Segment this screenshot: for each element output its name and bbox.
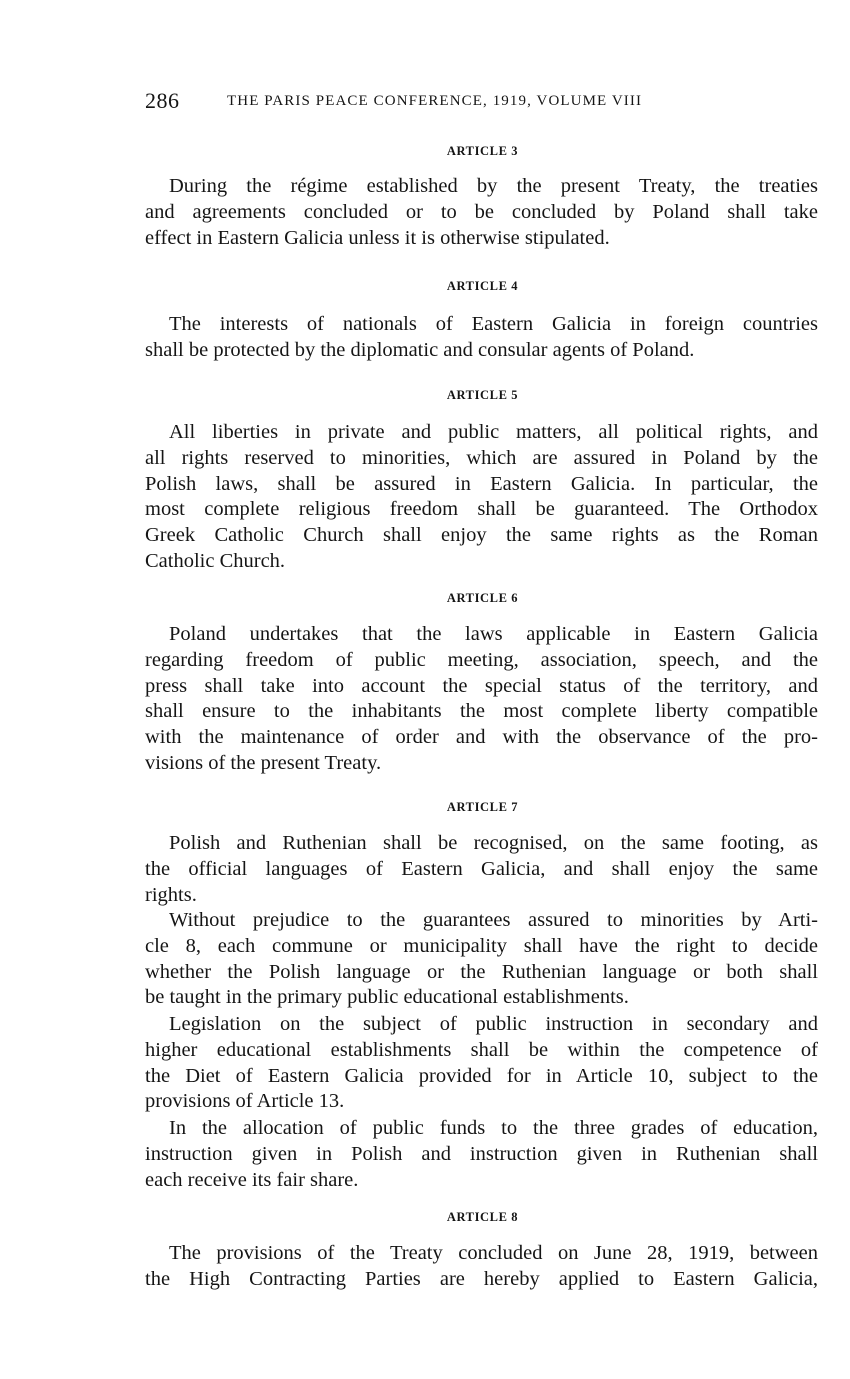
text-line: press shall take into account the special status of the territory, and [145, 674, 818, 697]
text-line: rights. [145, 883, 197, 906]
text-line: instruction given in Polish and instruction given in Ruthenian shall [145, 1142, 818, 1165]
text-line: Without prejudice to the guarantees assured to minorities by Arti- [169, 909, 818, 931]
text-line: Poland undertakes that the laws applicable in Eastern Galicia [169, 623, 818, 645]
page-number: 286 [145, 88, 180, 113]
text-line: the official languages of Eastern Galicia, and shall enjoy the same [145, 857, 818, 880]
text-line: the High Contracting Parties are hereby applied to Eastern Galicia, [145, 1267, 818, 1290]
article-8-paragraph-1 [145, 1241, 818, 1293]
text-line: All liberties in private and public matters, all political rights, and [169, 421, 818, 443]
article-8-heading: ARTICLE 8 [446, 1210, 519, 1224]
text-line: effect in Eastern Galicia unless it is otherwise stipulated. [145, 226, 610, 249]
running-title: THE PARIS PEACE CONFERENCE, 1919, VOLUME VIII [227, 93, 643, 109]
text-line: visions of the present Treaty. [145, 751, 382, 774]
text-line: During the régime established by the present Treaty, the treaties [169, 175, 818, 197]
text-line: whether the Polish language or the Ruthenian language or both shall [145, 960, 818, 983]
text-line: The interests of nationals of Eastern Galicia in foreign countries [169, 313, 818, 335]
article-4-paragraph-1 [145, 312, 818, 364]
text-line: Polish laws, shall be assured in Eastern Galicia. In particular, the [145, 472, 818, 495]
text-line: all rights reserved to minorities, which are assured in Poland by the [145, 446, 818, 469]
article-7-heading: ARTICLE 7 [446, 800, 519, 814]
text-line: cle 8, each commune or municipality shall have the right to decide [145, 934, 818, 957]
text-line: provisions of Article 13. [145, 1090, 345, 1113]
text-line: most complete religious freedom shall be guaranteed. The Orthodox [145, 498, 818, 521]
article-3-paragraph-1 [145, 174, 818, 251]
text-line: Catholic Church. [145, 549, 286, 572]
text-line: shall be protected by the diplomatic and consular agents of Poland. [145, 338, 695, 361]
text-line: with the maintenance of order and with the observance of the pro- [145, 726, 818, 749]
article-5-heading: ARTICLE 5 [446, 388, 519, 402]
article-6-heading: ARTICLE 6 [446, 591, 519, 605]
text-line: Greek Catholic Church shall enjoy the same rights as the Roman [145, 524, 818, 547]
text-line: the Diet of Eastern Galicia provided for in Article 10, subject to the [145, 1064, 818, 1087]
text-line: each receive its fair share. [145, 1168, 359, 1191]
text-line: and agreements concluded or to be concluded by Poland shall take [145, 200, 818, 223]
article-7-paragraph-3 [145, 1012, 818, 1115]
text-line: shall ensure to the inhabitants the most complete liberty compatible [145, 700, 818, 723]
article-7-paragraph-4 [145, 1116, 818, 1193]
text-line: regarding freedom of public meeting, association, speech, and the [145, 648, 818, 671]
article-4-heading: ARTICLE 4 [446, 279, 519, 293]
article-5-paragraph-1 [145, 420, 818, 575]
text-line: Legislation on the subject of public instruction in secondary and [169, 1013, 818, 1035]
running-head [145, 88, 825, 118]
text-line: The provisions of the Treaty concluded on June 28, 1919, between [169, 1242, 818, 1264]
text-line: In the allocation of public funds to the three grades of education, [169, 1117, 818, 1139]
article-6-paragraph-1 [145, 622, 818, 777]
text-line: higher educational establishments shall be within the competence of [145, 1038, 818, 1061]
article-3-heading: ARTICLE 3 [446, 144, 519, 158]
text-line: Polish and Ruthenian shall be recognised, on the same footing, as [169, 832, 818, 854]
text-line: be taught in the primary public educational establishments. [145, 986, 629, 1009]
article-7-paragraph-1 [145, 831, 818, 908]
article-7-paragraph-2 [145, 908, 818, 1011]
